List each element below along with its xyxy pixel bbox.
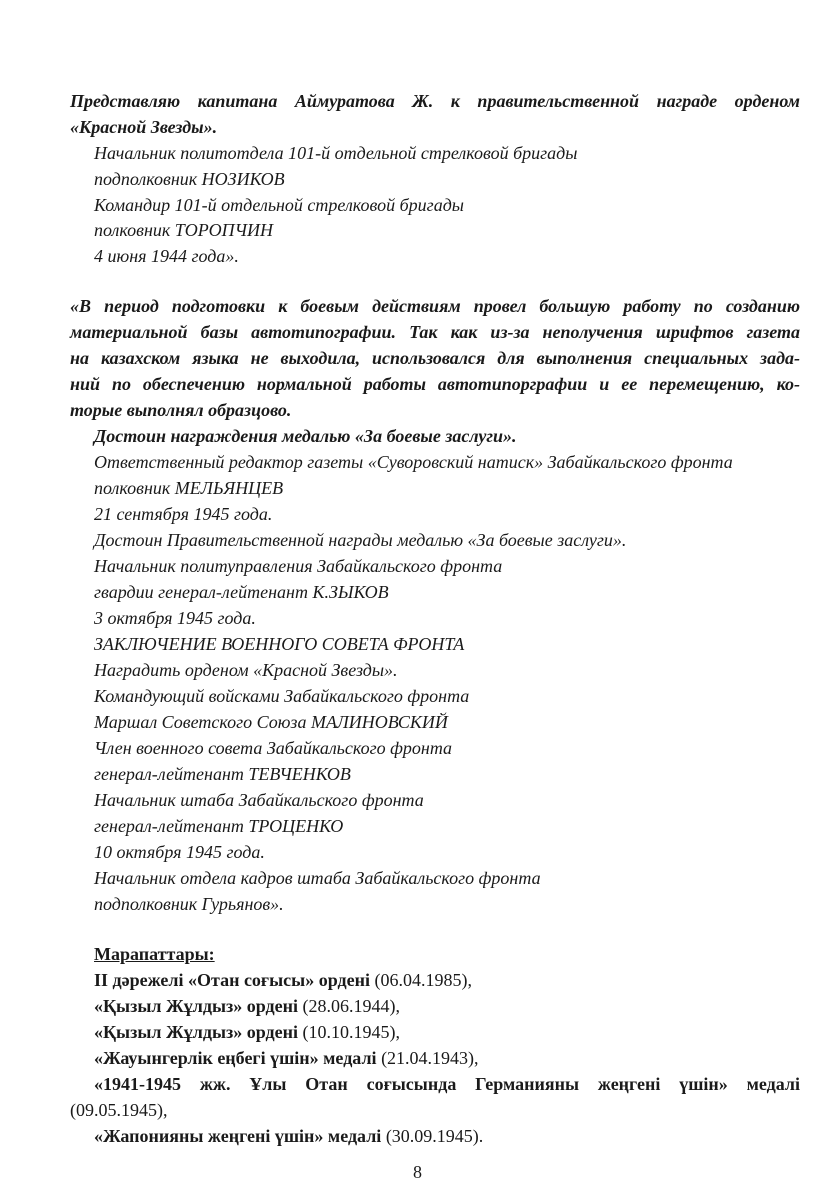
quote-line: «В период подготовки к боевым действиям провел большую работу по созданию xyxy=(70,296,800,316)
award-name: «Қызыл Жұлдыз» ордені xyxy=(94,1022,299,1042)
record-line: генерал-лейтенант ТЕВЧЕНКОВ xyxy=(94,764,351,784)
signatory-1-title: Начальник политотдела 101-й отдельной стрелковой бригады xyxy=(94,143,578,163)
award-name: «Қызыл Жұлдыз» ордені xyxy=(94,996,299,1016)
record-line: Начальник отдела кадров штаба Забайкальского фронта xyxy=(94,868,541,888)
award-item xyxy=(94,1123,483,1149)
signatory-2-title: Командир 101-й отдельной стрелковой бригады xyxy=(94,195,464,215)
award-item-long-line-1: «1941-1945 жж. Ұлы Отан соғысында Германияны жеңгені үшін» медалі xyxy=(94,1074,800,1094)
award-item xyxy=(94,967,472,993)
record-line: ЗАКЛЮЧЕНИЕ ВОЕННОГО СОВЕТА ФРОНТА xyxy=(94,634,465,654)
record-line: Член военного совета Забайкальского фронта xyxy=(94,738,453,758)
record-line: Маршал Советского Союза МАЛИНОВСКИЙ xyxy=(94,712,448,732)
intro-line-1: Представляю капитана Аймуратова Ж. к правительственной награде орденом xyxy=(70,91,800,111)
record-line: Начальник политуправления Забайкальского фронта xyxy=(94,556,503,576)
section-1-date: 4 июня 1944 года». xyxy=(94,246,239,266)
record-line: генерал-лейтенант ТРОЦЕНКО xyxy=(94,816,344,836)
award-name: II дәрежелі «Отан соғысы» ордені xyxy=(94,970,370,990)
signatory-2-name: полковник ТОРОПЧИН xyxy=(94,220,273,240)
award-item-long-line-2: (09.05.1945), xyxy=(70,1100,168,1120)
record-line: 10 октября 1945 года. xyxy=(94,842,265,862)
award-date: (21.04.1943), xyxy=(376,1048,479,1068)
record-line: Достоин Правительственной награды медалью «За боевые заслуги». xyxy=(94,530,627,550)
record-line: 3 октября 1945 года. xyxy=(94,608,256,628)
quote-line-last: торые выполнял образцово. xyxy=(70,400,292,420)
record-line: полковник МЕЛЬЯНЦЕВ xyxy=(94,478,284,498)
record-line: 21 сентября 1945 года. xyxy=(94,504,273,524)
record-line: Командующий войсками Забайкальского фронта xyxy=(94,686,470,706)
record-line: Начальник штаба Забайкальского фронта xyxy=(94,790,424,810)
award-date: (28.06.1944), xyxy=(298,996,401,1016)
page-number: 8 xyxy=(413,1162,422,1182)
record-line: Ответственный редактор газеты «Суворовский натиск» Забайкальского фронта xyxy=(94,452,733,472)
award-name: «Жапонияны жеңгені үшін» медалі xyxy=(94,1126,382,1146)
record-line: гвардии генерал-лейтенант К.ЗЫКОВ xyxy=(94,582,389,602)
award-date: (30.09.1945). xyxy=(381,1126,484,1146)
award-item xyxy=(94,1045,479,1071)
quote-line: ний по обеспечению нормальной работы автотипорграфии и ее перемещению, ко- xyxy=(70,374,800,394)
intro-line-2: «Красной Звезды». xyxy=(70,117,218,137)
record-line: Наградить орденом «Красной Звезды». xyxy=(94,660,398,680)
record-line: подполковник Гурьянов». xyxy=(94,894,284,914)
award-item xyxy=(94,993,400,1019)
award-item xyxy=(94,1019,400,1045)
award-date: (06.04.1985), xyxy=(369,970,472,990)
worthy-statement: Достоин награждения медалью «За боевые заслуги». xyxy=(94,426,517,446)
award-date: (10.10.1945), xyxy=(298,1022,401,1042)
signatory-1-name: подполковник НОЗИКОВ xyxy=(94,169,285,189)
quote-line: на казахском языка не выходила, использовался для выполнения специальных зада- xyxy=(70,348,800,368)
awards-heading: Марапаттары: xyxy=(94,944,215,964)
quote-line: материальной базы автотипографии. Так как из-за неполучения шрифтов газета xyxy=(70,322,800,342)
award-name: «Жауынгерлік еңбегі үшін» медалі xyxy=(94,1048,377,1068)
